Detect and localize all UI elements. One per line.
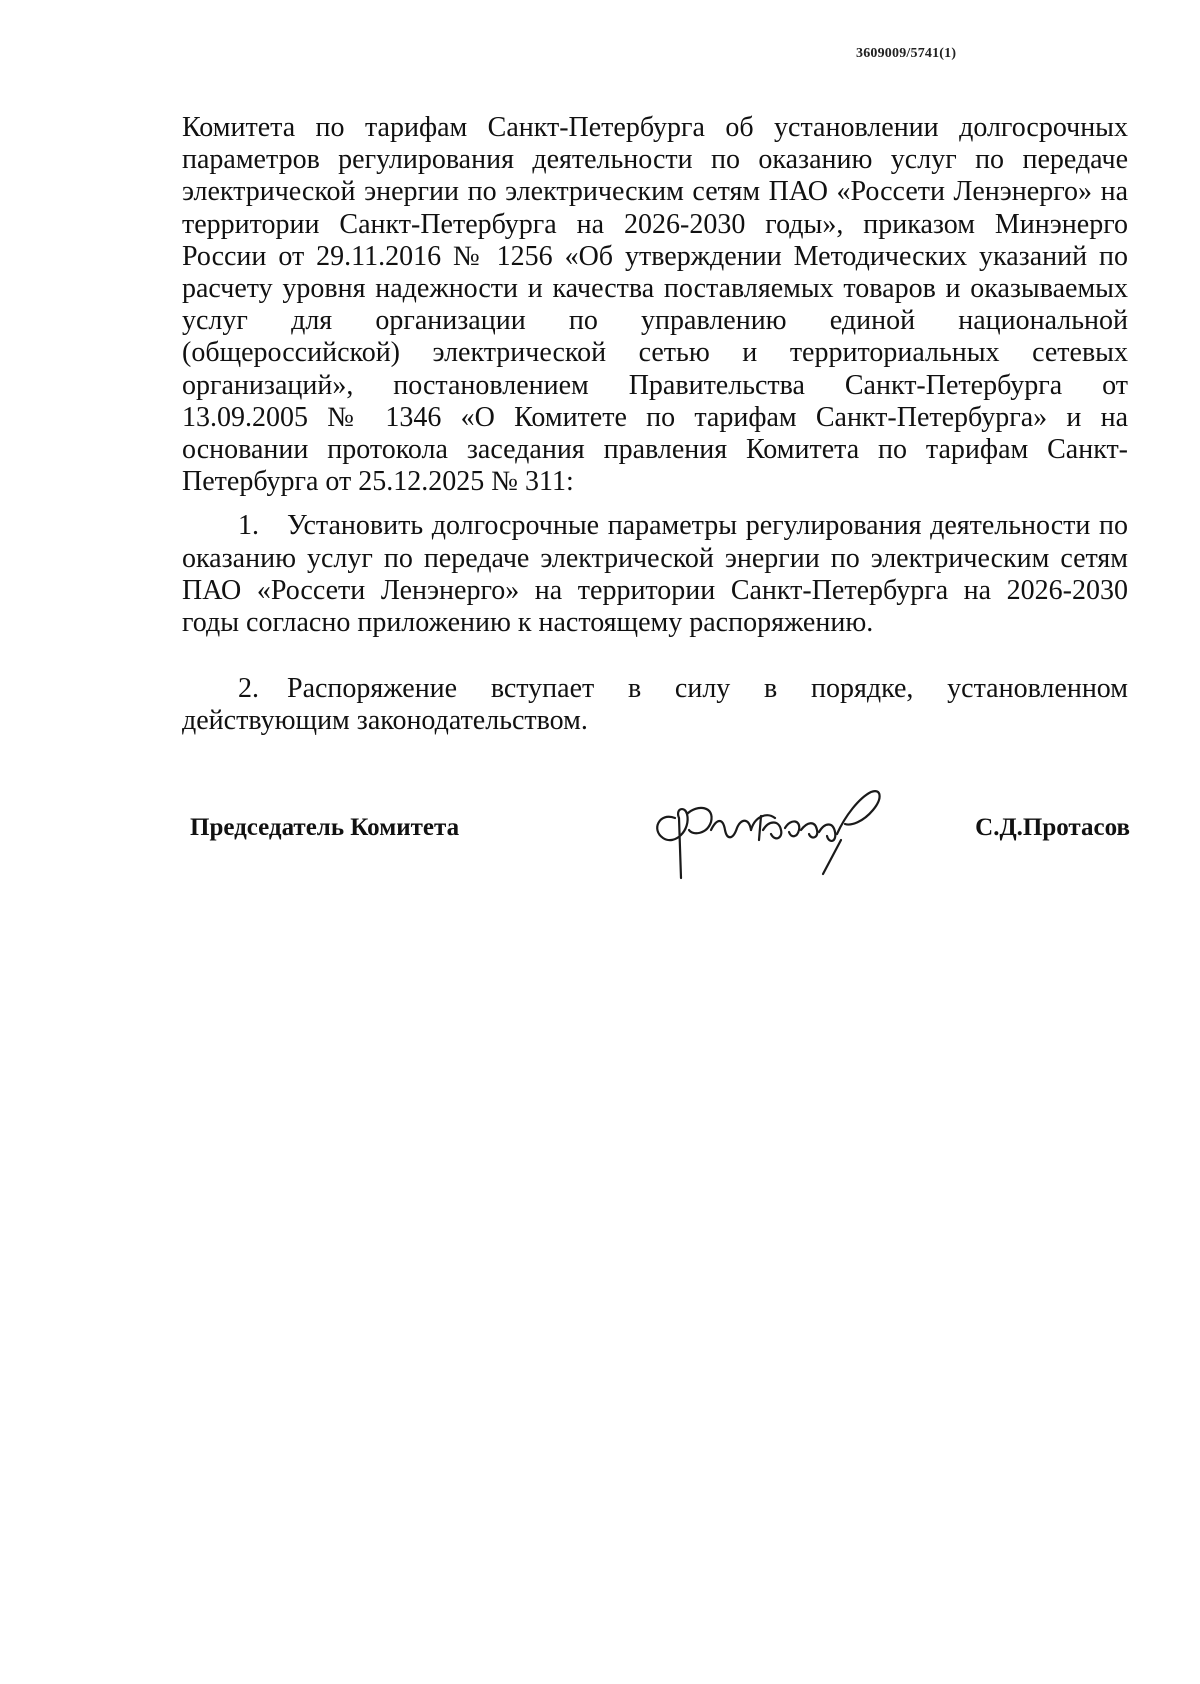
- intro-paragraph: Комитета по тарифам Санкт-Петербурга об установлении долгосрочных параметров регулирования деятельности по оказанию услуг по передаче электрической энергии по электрическим сетям ПАО «Россети Ленэнерго» на территории Санкт-Петербурга на 2026-2030 годы», приказом Минэнерго России от 29.11.2016 № 1256 «Об утверждении Методических указаний по расчету уровня надежности и качества поставляемых товаров и оказываемых услуг для организации по управлению единой национальной (общероссийской) электрической сетью и территориальных сетевых организаций», постановлением Правительства Санкт-Петербурга от 13.09.2005 № 1346 «О Комитете по тарифам Санкт-Петербурга» и на основании протокола заседания правления Комитета по тарифам Санкт-Петербурга от 25.12.2025 № 311:: [182, 112, 1128, 498]
- signatory-name: С.Д.Протасов: [975, 814, 1130, 841]
- document-body: [182, 112, 1128, 738]
- item-1-paragraph: 1. Установить долгосрочные параметры регулирования деятельности по оказанию услуг по передаче электрической энергии по электрическим сетям ПАО «Россети Ленэнерго» на территории Санкт-Петербурга на 2026-2030 годы согласно приложению к настоящему распоряжению.: [182, 510, 1128, 639]
- item-2-paragraph: 2. Распоряжение вступает в силу в порядке, установленном действующим законодательством.: [182, 673, 1128, 737]
- signature-block: [190, 790, 1130, 910]
- handwritten-signature-image: [645, 778, 905, 888]
- signatory-title: Председатель Комитета: [190, 814, 460, 841]
- document-number: 3609009/5741(1): [856, 46, 957, 61]
